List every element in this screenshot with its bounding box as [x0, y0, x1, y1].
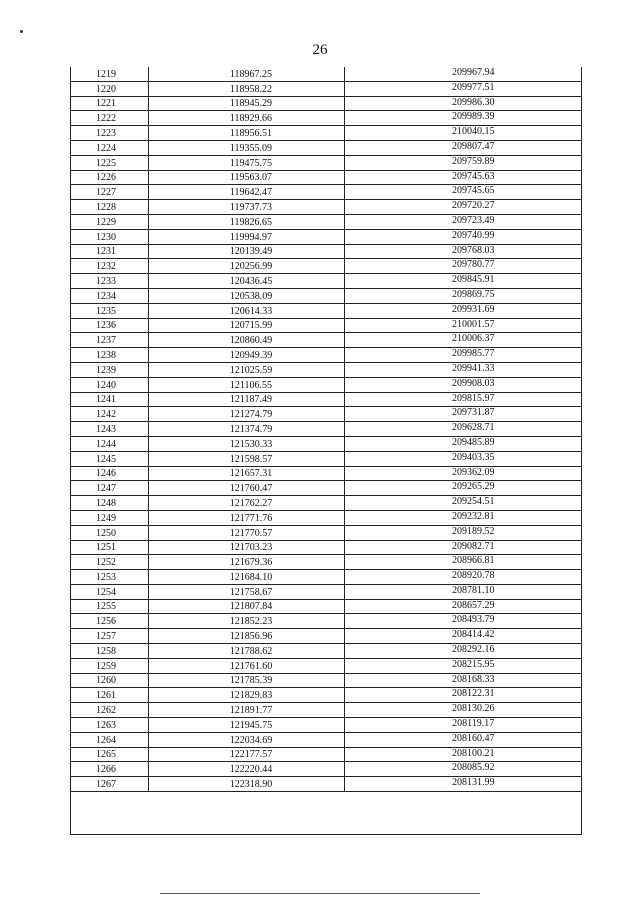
x-coordinate-cell: 121761.60	[148, 658, 344, 673]
point-number-cell: 1240	[70, 377, 148, 392]
table-row	[70, 67, 582, 81]
x-coordinate-cell: 121770.57	[148, 525, 344, 540]
x-coordinate-cell: 118956.51	[148, 126, 344, 141]
point-number-cell: 1243	[70, 422, 148, 437]
x-coordinate-cell: 121374.79	[148, 422, 344, 437]
x-coordinate-cell: 121807.84	[148, 599, 344, 614]
point-number-cell: 1235	[70, 303, 148, 318]
y-coordinate-cell: 209759.89	[344, 155, 582, 170]
y-coordinate-cell: 208130.26	[344, 703, 582, 718]
x-coordinate-cell: 121274.79	[148, 407, 344, 422]
x-coordinate-cell: 121856.96	[148, 629, 344, 644]
point-number-cell: 1261	[70, 688, 148, 703]
point-number-cell: 1267	[70, 777, 148, 792]
y-coordinate-cell: 209232.81	[344, 510, 582, 525]
point-number-cell: 1249	[70, 510, 148, 525]
table-row	[70, 303, 582, 318]
y-coordinate-cell: 209740.99	[344, 229, 582, 244]
table-row	[70, 229, 582, 244]
point-number-cell: 1247	[70, 481, 148, 496]
table-row	[70, 777, 582, 792]
x-coordinate-cell: 121684.10	[148, 570, 344, 585]
coordinates-table-wrap	[70, 67, 582, 792]
table-row	[70, 481, 582, 496]
x-coordinate-cell: 122220.44	[148, 762, 344, 777]
table-row	[70, 584, 582, 599]
table-row	[70, 274, 582, 289]
x-coordinate-cell: 119826.65	[148, 214, 344, 229]
point-number-cell: 1223	[70, 126, 148, 141]
x-coordinate-cell: 120614.33	[148, 303, 344, 318]
x-coordinate-cell: 121788.62	[148, 644, 344, 659]
y-coordinate-cell: 208493.79	[344, 614, 582, 629]
table-row	[70, 333, 582, 348]
x-coordinate-cell: 119737.73	[148, 200, 344, 215]
y-coordinate-cell: 210040.15	[344, 126, 582, 141]
point-number-cell: 1263	[70, 718, 148, 733]
y-coordinate-cell: 208100.21	[344, 747, 582, 762]
x-coordinate-cell: 121945.75	[148, 718, 344, 733]
table-row	[70, 362, 582, 377]
point-number-cell: 1244	[70, 436, 148, 451]
point-number-cell: 1233	[70, 274, 148, 289]
table-row	[70, 718, 582, 733]
y-coordinate-cell: 208119.17	[344, 718, 582, 733]
x-coordinate-cell: 121530.33	[148, 436, 344, 451]
y-coordinate-cell: 208122.31	[344, 688, 582, 703]
point-number-cell: 1224	[70, 140, 148, 155]
x-coordinate-cell: 119475.75	[148, 155, 344, 170]
y-coordinate-cell: 209485.89	[344, 436, 582, 451]
point-number-cell: 1250	[70, 525, 148, 540]
point-number-cell: 1257	[70, 629, 148, 644]
table-row	[70, 214, 582, 229]
x-coordinate-cell: 121679.36	[148, 555, 344, 570]
point-number-cell: 1265	[70, 747, 148, 762]
table-row	[70, 762, 582, 777]
point-number-cell: 1262	[70, 703, 148, 718]
point-number-cell: 1246	[70, 466, 148, 481]
x-coordinate-cell: 120715.99	[148, 318, 344, 333]
table-row	[70, 318, 582, 333]
point-number-cell: 1256	[70, 614, 148, 629]
y-coordinate-cell: 208966.81	[344, 555, 582, 570]
y-coordinate-cell: 209986.30	[344, 96, 582, 111]
table-row	[70, 140, 582, 155]
x-coordinate-cell: 118929.66	[148, 111, 344, 126]
point-number-cell: 1258	[70, 644, 148, 659]
point-number-cell: 1234	[70, 288, 148, 303]
y-coordinate-cell: 209768.03	[344, 244, 582, 259]
x-coordinate-cell: 120860.49	[148, 333, 344, 348]
table-row	[70, 703, 582, 718]
table-row	[70, 629, 582, 644]
point-number-cell: 1266	[70, 762, 148, 777]
point-number-cell: 1229	[70, 214, 148, 229]
y-coordinate-cell: 209745.63	[344, 170, 582, 185]
table-row	[70, 570, 582, 585]
y-coordinate-cell: 209985.77	[344, 348, 582, 363]
table-row	[70, 126, 582, 141]
x-coordinate-cell: 120538.09	[148, 288, 344, 303]
x-coordinate-cell: 120139.49	[148, 244, 344, 259]
table-row	[70, 540, 582, 555]
table-row	[70, 673, 582, 688]
x-coordinate-cell: 122318.90	[148, 777, 344, 792]
y-coordinate-cell: 209941.33	[344, 362, 582, 377]
point-number-cell: 1219	[70, 67, 148, 81]
point-number-cell: 1264	[70, 732, 148, 747]
table-row	[70, 348, 582, 363]
point-number-cell: 1232	[70, 259, 148, 274]
coordinates-table	[70, 67, 582, 792]
point-number-cell: 1228	[70, 200, 148, 215]
y-coordinate-cell: 210006.37	[344, 333, 582, 348]
table-row	[70, 496, 582, 511]
point-number-cell: 1241	[70, 392, 148, 407]
table-row	[70, 644, 582, 659]
y-coordinate-cell: 209977.51	[344, 81, 582, 96]
scan-speck	[20, 30, 23, 33]
x-coordinate-cell: 121829.83	[148, 688, 344, 703]
y-coordinate-cell: 210001.57	[344, 318, 582, 333]
y-coordinate-cell: 209745.65	[344, 185, 582, 200]
x-coordinate-cell: 121703.23	[148, 540, 344, 555]
y-coordinate-cell: 209254.51	[344, 496, 582, 511]
y-coordinate-cell: 208781.10	[344, 584, 582, 599]
table-row	[70, 436, 582, 451]
footer-rule	[160, 893, 480, 894]
table-row	[70, 451, 582, 466]
table-row	[70, 111, 582, 126]
table-bottom-border	[70, 834, 582, 835]
y-coordinate-cell: 209628.71	[344, 422, 582, 437]
table-row	[70, 732, 582, 747]
point-number-cell: 1260	[70, 673, 148, 688]
x-coordinate-cell: 118958.22	[148, 81, 344, 96]
point-number-cell: 1227	[70, 185, 148, 200]
point-number-cell: 1222	[70, 111, 148, 126]
y-coordinate-cell: 209731.87	[344, 407, 582, 422]
table-row	[70, 244, 582, 259]
x-coordinate-cell: 121852.23	[148, 614, 344, 629]
point-number-cell: 1226	[70, 170, 148, 185]
x-coordinate-cell: 118945.29	[148, 96, 344, 111]
table-row	[70, 200, 582, 215]
point-number-cell: 1237	[70, 333, 148, 348]
x-coordinate-cell: 122034.69	[148, 732, 344, 747]
table-row	[70, 599, 582, 614]
table-row	[70, 466, 582, 481]
page-number: 26	[312, 42, 328, 58]
table-row	[70, 510, 582, 525]
x-coordinate-cell: 122177.57	[148, 747, 344, 762]
point-number-cell: 1242	[70, 407, 148, 422]
point-number-cell: 1252	[70, 555, 148, 570]
coordinates-table-body	[70, 67, 582, 792]
y-coordinate-cell: 209403.35	[344, 451, 582, 466]
x-coordinate-cell: 119563.07	[148, 170, 344, 185]
x-coordinate-cell: 118967.25	[148, 67, 344, 81]
y-coordinate-cell: 208085.92	[344, 762, 582, 777]
y-coordinate-cell: 209362.09	[344, 466, 582, 481]
table-row	[70, 688, 582, 703]
table-row	[70, 422, 582, 437]
y-coordinate-cell: 208215.95	[344, 658, 582, 673]
y-coordinate-cell: 209082.71	[344, 540, 582, 555]
table-row	[70, 81, 582, 96]
x-coordinate-cell: 121106.55	[148, 377, 344, 392]
y-coordinate-cell: 208657.29	[344, 599, 582, 614]
table-row	[70, 96, 582, 111]
point-number-cell: 1220	[70, 81, 148, 96]
table-row	[70, 747, 582, 762]
table-row	[70, 614, 582, 629]
point-number-cell: 1225	[70, 155, 148, 170]
point-number-cell: 1230	[70, 229, 148, 244]
point-number-cell: 1236	[70, 318, 148, 333]
point-number-cell: 1238	[70, 348, 148, 363]
table-row	[70, 185, 582, 200]
x-coordinate-cell: 120256.99	[148, 259, 344, 274]
table-row	[70, 259, 582, 274]
point-number-cell: 1231	[70, 244, 148, 259]
y-coordinate-cell: 208414.42	[344, 629, 582, 644]
y-coordinate-cell: 209720.27	[344, 200, 582, 215]
y-coordinate-cell: 209845.91	[344, 274, 582, 289]
y-coordinate-cell: 208920.78	[344, 570, 582, 585]
y-coordinate-cell: 209723.49	[344, 214, 582, 229]
y-coordinate-cell: 209869.75	[344, 288, 582, 303]
point-number-cell: 1253	[70, 570, 148, 585]
x-coordinate-cell: 119642.47	[148, 185, 344, 200]
point-number-cell: 1254	[70, 584, 148, 599]
y-coordinate-cell: 209815.97	[344, 392, 582, 407]
point-number-cell: 1251	[70, 540, 148, 555]
y-coordinate-cell: 209807.47	[344, 140, 582, 155]
table-row	[70, 407, 582, 422]
y-coordinate-cell: 209780.77	[344, 259, 582, 274]
table-row	[70, 658, 582, 673]
point-number-cell: 1245	[70, 451, 148, 466]
point-number-cell: 1248	[70, 496, 148, 511]
y-coordinate-cell: 209989.39	[344, 111, 582, 126]
x-coordinate-cell: 121187.49	[148, 392, 344, 407]
point-number-cell: 1259	[70, 658, 148, 673]
x-coordinate-cell: 119994.97	[148, 229, 344, 244]
x-coordinate-cell: 121891.77	[148, 703, 344, 718]
table-row	[70, 288, 582, 303]
table-row	[70, 155, 582, 170]
x-coordinate-cell: 121758.67	[148, 584, 344, 599]
table-row	[70, 555, 582, 570]
x-coordinate-cell: 120949.39	[148, 348, 344, 363]
y-coordinate-cell: 208160.47	[344, 732, 582, 747]
point-number-cell: 1239	[70, 362, 148, 377]
x-coordinate-cell: 121785.39	[148, 673, 344, 688]
point-number-cell: 1221	[70, 96, 148, 111]
point-number-cell: 1255	[70, 599, 148, 614]
x-coordinate-cell: 121760.47	[148, 481, 344, 496]
y-coordinate-cell: 208292.16	[344, 644, 582, 659]
x-coordinate-cell: 121598.57	[148, 451, 344, 466]
y-coordinate-cell: 209189.52	[344, 525, 582, 540]
y-coordinate-cell: 208168.33	[344, 673, 582, 688]
x-coordinate-cell: 121025.59	[148, 362, 344, 377]
table-row	[70, 525, 582, 540]
y-coordinate-cell: 209265.29	[344, 481, 582, 496]
x-coordinate-cell: 121657.31	[148, 466, 344, 481]
y-coordinate-cell: 209931.69	[344, 303, 582, 318]
x-coordinate-cell: 121771.76	[148, 510, 344, 525]
table-row	[70, 392, 582, 407]
y-coordinate-cell: 209967.94	[344, 67, 582, 81]
x-coordinate-cell: 121762.27	[148, 496, 344, 511]
table-row	[70, 170, 582, 185]
table-row	[70, 377, 582, 392]
y-coordinate-cell: 209908.03	[344, 377, 582, 392]
x-coordinate-cell: 119355.09	[148, 140, 344, 155]
x-coordinate-cell: 120436.45	[148, 274, 344, 289]
y-coordinate-cell: 208131.99	[344, 777, 582, 792]
